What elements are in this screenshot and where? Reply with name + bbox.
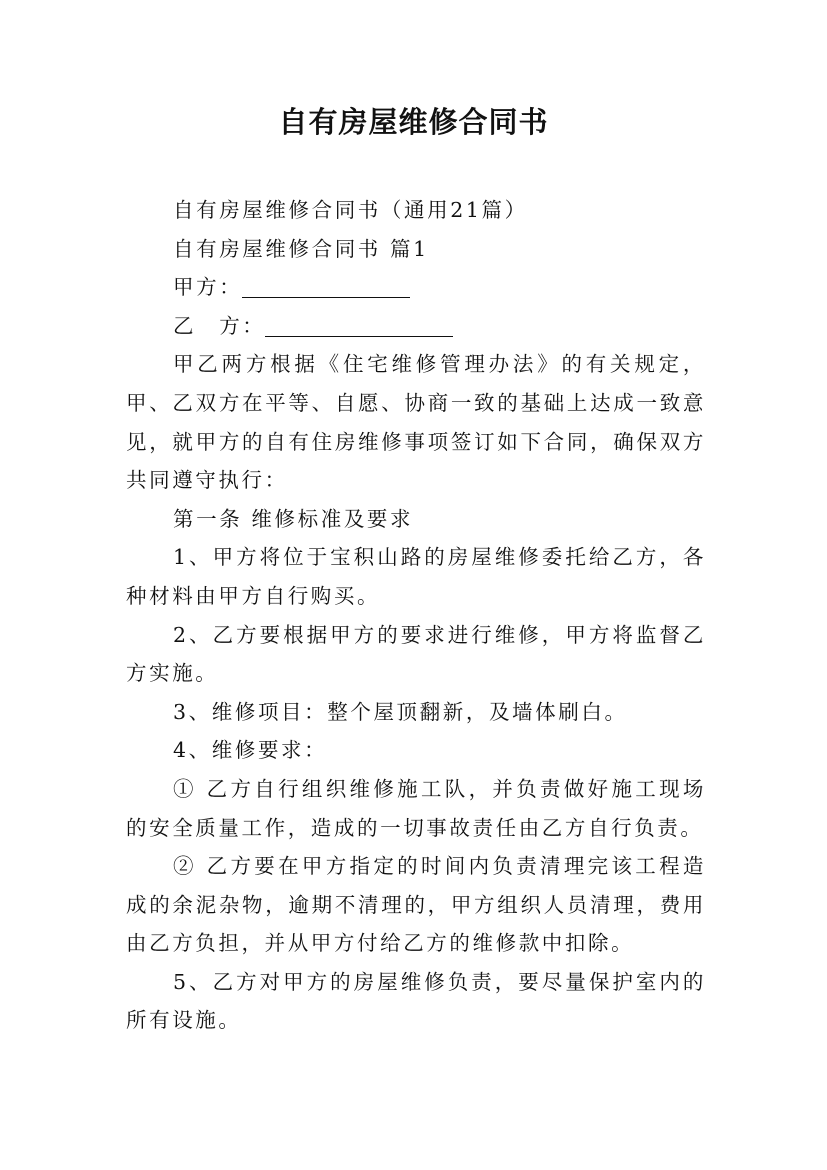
subtitle: 自有房屋维修合同书（通用21篇） — [173, 198, 528, 222]
document-body — [126, 191, 706, 1040]
section-heading: 自有房屋维修合同书 篇1 — [173, 236, 429, 261]
document-title: 自有房屋维修合同书 — [278, 105, 549, 139]
party-a-label: 甲方： — [173, 275, 243, 300]
party-b-line — [126, 307, 706, 346]
clause-4: 4、维修要求： — [173, 738, 328, 763]
clause-4-item-2: ② 乙方要在甲方指定的时间内负责清理完该工程造成的余泥杂物，逾期不清理的，甲方组织人员清理，费用由乙方负担，并从甲方付给乙方的维修款中扣除。 — [126, 854, 706, 956]
clause-1: 1、甲方将位于宝积山路的房屋维修委托给乙方，各种材料由甲方自行购买。 — [126, 545, 706, 608]
article1-heading: 第一条 维修标准及要求 — [173, 506, 414, 531]
party-b-blank — [265, 312, 453, 337]
clause-3: 3、维修项目：整个屋顶翻新，及墙体刷白。 — [173, 699, 628, 724]
clause-2: 2、乙方要根据甲方的要求进行维修，甲方将监督乙方实施。 — [126, 622, 706, 686]
intro-paragraph: 甲乙两方根据《住宅维修管理办法》的有关规定，甲、乙双方在平等、自愿、协商一致的基础上达成一致意见，就甲方的自有住房维修事项签订如下合同，确保双方共同遵守执行： — [126, 352, 706, 493]
party-a-line — [126, 268, 706, 307]
party-b-label: 乙 方： — [173, 313, 266, 338]
clause-4-item-1: ① 乙方自行组织维修施工队，并负责做好施工现场的安全质量工作，造成的一切事故责任由乙方自行负责。 — [126, 776, 706, 840]
clause-5: 5、乙方对甲方的房屋维修负责，要尽量保护室内的所有设施。 — [126, 969, 706, 1033]
party-a-blank — [242, 273, 410, 298]
